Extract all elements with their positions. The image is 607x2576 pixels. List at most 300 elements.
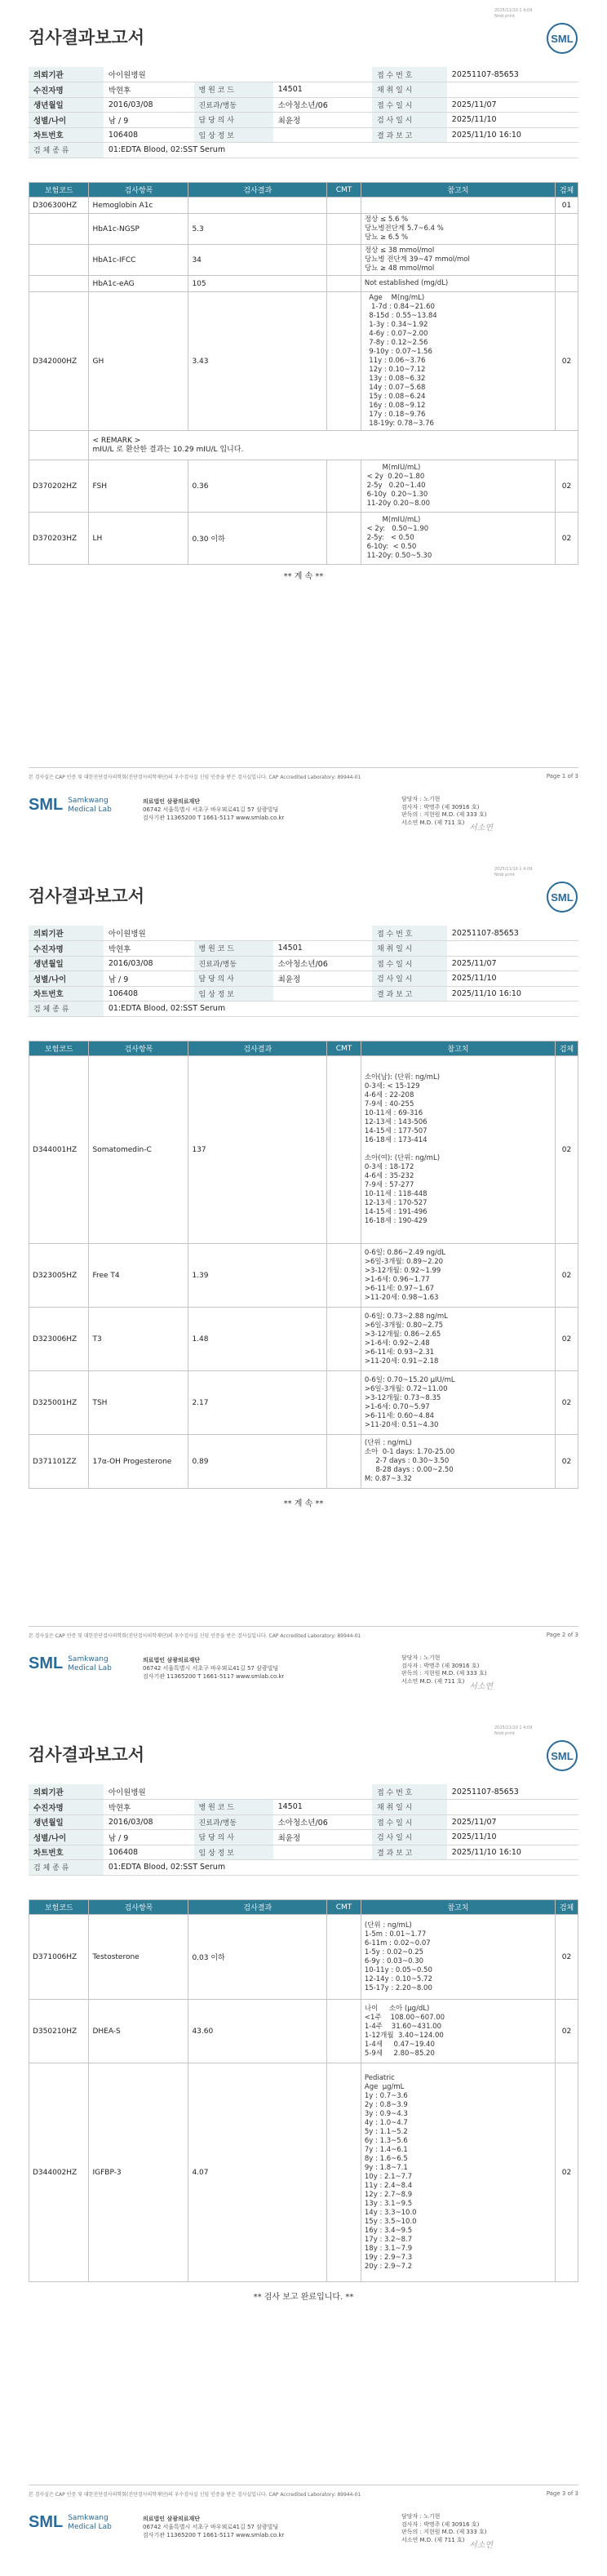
cmt-cell: [327, 1244, 361, 1308]
reference-cell: [361, 513, 555, 565]
continue-text: ** 검사 보고 완료입니다. **: [253, 2293, 354, 2302]
item-cell: LH: [89, 513, 188, 565]
table-row: [29, 198, 578, 214]
cmt-cell: [327, 198, 361, 214]
doctor-label: 담 당 의 사: [194, 113, 273, 128]
report-date-label: 결 과 보 고: [372, 1845, 447, 1860]
hospital-code-label: 병 원 코 드: [194, 941, 273, 957]
cmt-cell: [327, 276, 361, 292]
page-number: Page 1 of 3: [546, 773, 578, 779]
doctor-value: 최윤정: [273, 113, 372, 128]
dept-value: 소아청소년/06: [273, 97, 372, 113]
remark-cell: < REMARK > mIU/L 로 환산한 결과는 10.29 mIU/L 입니다.: [89, 431, 578, 460]
clinical-label: 임 상 정 보: [194, 986, 273, 1002]
code-cell: [29, 214, 89, 245]
remark-spacer: [29, 431, 89, 460]
report-page: [0, 0, 607, 859]
institution-label: 의뢰기관: [29, 1784, 104, 1800]
results-table: [29, 1899, 578, 2282]
table-row: [29, 513, 578, 565]
specimen-cell: 02: [556, 1915, 578, 2000]
name-label: 수진자명: [29, 82, 104, 98]
reference-text: 0-6일: 0.70~15.20 μIU/mL >6일-3개월: 0.72~11.00 >3-12개월: 0.73~8.35 >1-6세: 0.70~5.97 >6-11세: 0.60~4.84 >11-20세: 0.51~4.30: [364, 1375, 455, 1429]
report-date-label: 결 과 보 고: [372, 127, 447, 143]
addr-line-1: 의료법인 삼광의료재단: [143, 798, 201, 805]
signer-1: 담당자 : 노기현: [401, 796, 441, 802]
print-note: Nrsb print: [494, 14, 515, 19]
table-row: [29, 214, 578, 245]
receipt-date-value: 2025/11/07: [447, 956, 578, 971]
hospital-code-value: 14501: [273, 1800, 372, 1815]
result-cell: 0.30 이하: [188, 513, 327, 565]
dob-label: 생년월일: [29, 1814, 104, 1830]
reference-cell: [361, 1371, 555, 1435]
code-cell: D342000HZ: [29, 292, 89, 431]
table-row: [29, 2000, 578, 2063]
reference-cell: [361, 1244, 555, 1308]
footer-logo: [29, 2513, 112, 2532]
doctor-value: 최윤정: [273, 971, 372, 987]
result-cell: 1.39: [188, 1244, 327, 1308]
item-cell: Hemoglobin A1c: [89, 198, 188, 214]
table-row: [29, 460, 578, 513]
reference-text: Not established (mg/dL): [364, 279, 449, 287]
result-cell: 105: [188, 276, 327, 292]
item-cell: Free T4: [89, 1244, 188, 1308]
code-cell: D323006HZ: [29, 1308, 89, 1371]
cmt-cell: [327, 1435, 361, 1489]
result-cell: 43.60: [188, 2000, 327, 2063]
specimen-label: 검 체 종 류: [29, 1860, 104, 1876]
sml-footer-logo-icon: SML: [29, 2513, 64, 2531]
reference-text: Pediatric Age μg/mL 1y : 0.7~3.6 2y : 0.8~3.9 3y : 0.9~4.3 4y : 1.0~4.7 5y : 1.1~5.2 6y : 1.3~5.6 7y : 1.4~6.1 8y : 1.6~6.5 9y : 1.8~7.1 10y : 2.1~7.7 11y : 2.4~8.4 12y : 2.7~8.9 13y : 3.1~9.5 14y : 3.3~10.0 15y : 3.5~10.0 16y : 3.4~9.5 17y : 3.2~8.7 18y : 3.1~7.9 19y : 2.9~7.3 20y : 2.9~7.2: [364, 2073, 417, 2271]
addr-line-1: 의료법인 삼광의료재단: [143, 1657, 201, 1663]
table-row: [29, 431, 578, 460]
dept-value: 소아청소년/06: [273, 1814, 372, 1830]
code-cell: D344002HZ: [29, 2063, 89, 2282]
report-date-value: 2025/11/10 16:10: [447, 986, 578, 1002]
footer-logo: [29, 1654, 112, 1673]
reference-text: Age M(ng/mL) 1-7d : 0.84~21.60 8-15d : 0.55~13.84 1-3y : 0.34~1.92 4-6y : 0.07~2.00 7-8y : 0.12~2.56 9-10y : 0.07~1.56 11y : 0.06~3.76 12y : 0.10~7.12 13y : 0.08~6.32 14y : 0.07~5.68 15y : 0.08~6.24 16y : 0.08~9.12 17y : 0.18~9.76 18-19y: 0.78~3.76: [369, 294, 437, 428]
cmt-cell: [327, 460, 361, 513]
clinical-label: 임 상 정 보: [194, 127, 273, 143]
collect-date-value: [447, 941, 578, 957]
code-cell: D371006HZ: [29, 1915, 89, 2000]
specimen-value: 01:EDTA Blood, 02:SST Serum: [104, 143, 578, 158]
collect-date-label: 채 취 일 시: [372, 82, 447, 98]
print-note: Nrsb print: [494, 873, 515, 877]
table-row: [29, 1308, 578, 1371]
footer-note: 본 검사실은 CAP 인증 및 대한진단검사의학회(진단검사의학재단)의 우수검사실 신임 인증을 받은 검사실입니다. CAP Accredited Laboratory: 89944-01: [29, 1633, 361, 1639]
sex-age-value: 남 / 9: [104, 113, 194, 128]
clinical-label: 임 상 정 보: [194, 1845, 273, 1860]
lab-name-2: Medical Lab: [68, 805, 112, 814]
report-page: [0, 1717, 607, 2576]
receipt-no-value: 20251107-85653: [447, 67, 578, 82]
code-cell: D350210HZ: [29, 2000, 89, 2063]
item-cell: Testosterone: [89, 1915, 188, 2000]
page-number: Page 2 of 3: [546, 1632, 578, 1638]
item-cell: DHEA-S: [89, 2000, 188, 2063]
footer-address: [143, 797, 284, 822]
reference-cell: [361, 198, 555, 214]
name-value: 박현후: [104, 1800, 194, 1815]
table-row: [29, 1244, 578, 1308]
continue-text: ** 계 속 **: [283, 1499, 324, 1508]
receipt-no-value: 20251107-85653: [447, 926, 578, 941]
table-row: [29, 245, 578, 276]
name-value: 박현후: [104, 941, 194, 957]
cmt-cell: [327, 1308, 361, 1371]
receipt-date-label: 접 수 일 시: [372, 97, 447, 113]
test-date-value: 2025/11/10: [447, 113, 578, 128]
hospital-code-value: 14501: [273, 941, 372, 957]
chart-no-value: 106408: [104, 1845, 194, 1860]
dept-label: 진료과/병동: [194, 1814, 273, 1830]
signer-2: 검사자 : 박명주 (제 30916 호): [401, 1662, 480, 1669]
dept-label: 진료과/병동: [194, 956, 273, 971]
hospital-code-label: 병 원 코 드: [194, 82, 273, 98]
receipt-date-value: 2025/11/07: [447, 1814, 578, 1830]
lab-name: [68, 1655, 112, 1673]
specimen-value: 01:EDTA Blood, 02:SST Serum: [104, 1002, 578, 1017]
institution-value: 아이원병원: [104, 926, 372, 941]
sml-logo-icon: SML: [547, 1740, 578, 1771]
code-cell: D370203HZ: [29, 513, 89, 565]
header-result: 검사결과: [188, 1042, 327, 1056]
specimen-cell: [556, 214, 578, 245]
result-cell: 2.17: [188, 1371, 327, 1435]
specimen-cell: [556, 245, 578, 276]
lab-name-2: Medical Lab: [68, 1663, 112, 1672]
cmt-cell: [327, 1056, 361, 1244]
header-cmt: CMT: [327, 1042, 361, 1056]
footer-note: 본 검사실은 CAP 인증 및 대한진단검사의학회(진단검사의학재단)의 우수검사실 신임 인증을 받은 검사실입니다. CAP Accredited Laboratory: 89944-01: [29, 775, 361, 780]
footer-note: 본 검사실은 CAP 인증 및 대한진단검사의학회(진단검사의학재단)의 우수검사실 신임 인증을 받은 검사실입니다. CAP Accredited Laboratory: 89944-01: [29, 2492, 361, 2498]
specimen-cell: 02: [556, 513, 578, 565]
code-cell: D323005HZ: [29, 1244, 89, 1308]
dept-label: 진료과/병동: [194, 97, 273, 113]
clinical-value: [273, 986, 372, 1002]
reference-cell: [361, 292, 555, 431]
sex-age-label: 성별/나이: [29, 113, 104, 128]
header-code: 보험코드: [29, 183, 89, 198]
sml-logo-icon: SML: [547, 882, 578, 913]
result-cell: 34: [188, 245, 327, 276]
institution-value: 아이원병원: [104, 1784, 372, 1800]
results-table: [29, 1041, 578, 1489]
specimen-label: 검 체 종 류: [29, 143, 104, 158]
reference-text: (단위 : ng/mL) 소아 0-1 days: 1.70-25.00 2-7 days : 0.30~3.50 8-28 days : 0.00~2.50 M: 0.87~3.32: [364, 1439, 455, 1483]
result-cell: 1.48: [188, 1308, 327, 1371]
addr-line-3: 검사기관 11365200 T 1661-5117 www.smlab.co.kr: [143, 1673, 285, 1680]
lab-name-2: Medical Lab: [68, 2522, 112, 2531]
code-cell: D370202HZ: [29, 460, 89, 513]
reference-cell: [361, 2000, 555, 2063]
sex-age-value: 남 / 9: [104, 1830, 194, 1845]
report-title: 검사결과보고서: [29, 1745, 145, 1765]
reference-cell: [361, 1915, 555, 2000]
header-reference: 참고치: [361, 1042, 555, 1056]
print-note: Nrsb print: [494, 1731, 515, 1736]
continue-wrap: [29, 564, 578, 581]
item-cell: 17α-OH Progesterone: [89, 1435, 188, 1489]
header-code: 보험코드: [29, 1900, 89, 1915]
signature-mark: 서소연: [469, 1682, 493, 1691]
chart-no-value: 106408: [104, 127, 194, 143]
reference-text: 정상 ≤ 5.6 % 당뇨병전단계 5.7~6.4 % 당뇨 ≥ 6.5 %: [364, 215, 444, 242]
sml-footer-logo-icon: SML: [29, 1654, 64, 1672]
specimen-cell: 02: [556, 2063, 578, 2282]
dob-label: 생년월일: [29, 97, 104, 113]
specimen-cell: [556, 276, 578, 292]
print-meta: [494, 867, 532, 878]
code-cell: [29, 276, 89, 292]
cmt-cell: [327, 1371, 361, 1435]
reference-text: 0-6일: 0.73~2.88 ng/mL >6일-3개월: 0.80~2.75 >3-12개월: 0.86~2.65 >1-6세: 0.92~2.48 >6-11세: 0.93~2.31 >11-20세: 0.91~2.18: [364, 1312, 448, 1366]
cmt-cell: [327, 214, 361, 245]
signer-4: 서소연 M.D. (제 711 호): [401, 1677, 465, 1685]
header-specimen: 검체: [556, 183, 578, 198]
print-meta: [494, 8, 532, 20]
table-row: [29, 1056, 578, 1244]
addr-line-2: 06742 서울특별시 서초구 바우뫼로41길 57 삼광빌딩: [143, 1665, 279, 1672]
header-reference: 참고치: [361, 183, 555, 198]
item-cell: HbA1c-NGSP: [89, 214, 188, 245]
result-cell: 0.03 이하: [188, 1915, 327, 2000]
specimen-cell: 01: [556, 198, 578, 214]
report-date-value: 2025/11/10 16:10: [447, 127, 578, 143]
reference-cell: [361, 1056, 555, 1244]
report-date-label: 결 과 보 고: [372, 986, 447, 1002]
chart-no-label: 차트번호: [29, 127, 104, 143]
lab-name-1: Samkwang: [68, 1654, 109, 1663]
table-row: [29, 1915, 578, 2000]
code-cell: D344001HZ: [29, 1056, 89, 1244]
result-cell: 5.3: [188, 214, 327, 245]
name-label: 수진자명: [29, 1800, 104, 1815]
code-cell: D325001HZ: [29, 1371, 89, 1435]
reference-text: M(mIU/mL) < 2y 0.20~1.80 2-5y 0.20~1.40 6-10y 0.20~1.30 11-20y 0.20~8.00: [366, 464, 430, 508]
dept-value: 소아청소년/06: [273, 956, 372, 971]
specimen-cell: 02: [556, 1056, 578, 1244]
dob-value: 2016/03/08: [104, 1814, 194, 1830]
sex-age-value: 남 / 9: [104, 971, 194, 987]
header-reference: 참고치: [361, 1900, 555, 1915]
specimen-cell: 02: [556, 1244, 578, 1308]
signer-2: 검사자 : 박명주 (제 30916 호): [401, 2520, 480, 2528]
header-item: 검사항목: [89, 183, 188, 198]
receipt-date-label: 접 수 일 시: [372, 956, 447, 971]
table-row: [29, 292, 578, 431]
signer-4: 서소연 M.D. (제 711 호): [401, 819, 465, 826]
print-time: 2025/11/10 1 4:09: [494, 867, 533, 872]
reference-cell: [361, 1435, 555, 1489]
name-value: 박현후: [104, 82, 194, 98]
footer-divider: [29, 767, 578, 768]
footer-logo: [29, 796, 112, 815]
receipt-date-value: 2025/11/07: [447, 97, 578, 113]
report-title: 검사결과보고서: [29, 28, 145, 47]
header-cmt: CMT: [327, 183, 361, 198]
results-table: [29, 182, 578, 565]
reference-cell: [361, 276, 555, 292]
cmt-cell: [327, 1915, 361, 2000]
header-result: 검사결과: [188, 1900, 327, 1915]
cmt-cell: [327, 245, 361, 276]
continue-wrap: [29, 1491, 578, 1508]
header-item: 검사항목: [89, 1042, 188, 1056]
header-specimen: 검체: [556, 1042, 578, 1056]
test-date-label: 검 사 일 시: [372, 113, 447, 128]
print-time: 2025/11/10 1 4:09: [494, 8, 533, 13]
specimen-cell: 02: [556, 292, 578, 431]
print-time: 2025/11/10 1 4:09: [494, 1725, 533, 1730]
cmt-cell: [327, 513, 361, 565]
footer-address: [143, 2515, 284, 2539]
code-cell: D306300HZ: [29, 198, 89, 214]
signer-4: 서소연 M.D. (제 711 호): [401, 2536, 465, 2543]
receipt-no-value: 20251107-85653: [447, 1784, 578, 1800]
addr-line-2: 06742 서울특별시 서초구 바우뫼로41길 57 삼광빌딩: [143, 2524, 279, 2530]
addr-line-3: 검사기관 11365200 T 1661-5117 www.smlab.co.kr: [143, 815, 285, 821]
collect-date-value: [447, 1800, 578, 1815]
header-item: 검사항목: [89, 1900, 188, 1915]
receipt-no-label: 접 수 번 호: [372, 926, 447, 941]
result-cell: 137: [188, 1056, 327, 1244]
cmt-cell: [327, 2000, 361, 2063]
reference-cell: [361, 1308, 555, 1371]
report-date-value: 2025/11/10 16:10: [447, 1845, 578, 1860]
test-date-label: 검 사 일 시: [372, 971, 447, 987]
item-cell: FSH: [89, 460, 188, 513]
hospital-code-label: 병 원 코 드: [194, 1800, 273, 1815]
reference-cell: [361, 214, 555, 245]
specimen-cell: 02: [556, 460, 578, 513]
header-cmt: CMT: [327, 1900, 361, 1915]
code-cell: [29, 245, 89, 276]
continue-wrap: [29, 2285, 578, 2302]
lab-name: [68, 797, 112, 815]
signer-1: 담당자 : 노기현: [401, 1654, 441, 1661]
signer-3: 판독의 : 지현원 M.D. (제 333 호): [401, 811, 487, 818]
reference-cell: [361, 245, 555, 276]
dob-value: 2016/03/08: [104, 956, 194, 971]
reference-cell: [361, 460, 555, 513]
table-row: [29, 276, 578, 292]
chart-no-label: 차트번호: [29, 1845, 104, 1860]
signer-3: 판독의 : 지현원 M.D. (제 333 호): [401, 1670, 487, 1677]
receipt-date-label: 접 수 일 시: [372, 1814, 447, 1830]
doctor-label: 담 당 의 사: [194, 971, 273, 987]
patient-info-table: [29, 926, 578, 1017]
collect-date-label: 채 취 일 시: [372, 1800, 447, 1815]
item-cell: T3: [89, 1308, 188, 1371]
reference-text: (단위 : ng/mL) 1-5m : 0.01~1.77 6-11m : 0.02~0.07 1-5y : 0.02~0.25 6-9y : 0.03~0.30 10-11y : 0.05~0.50 12-14y : 0.10~5.72 15-17y : 2.20~8.00: [364, 1921, 432, 1992]
chart-no-label: 차트번호: [29, 986, 104, 1002]
item-cell: Somatomedin-C: [89, 1056, 188, 1244]
reference-text: 0-6일: 0.86~2.49 ng/dL >6일-3개월: 0.89~2.20 >3-12개월: 0.92~1.99 >1-6세: 0.96~1.77 >6-11세: 0.97~1.67 >11-20세: 0.98~1.63: [364, 1248, 446, 1302]
collect-date-value: [447, 82, 578, 98]
header-code: 보험코드: [29, 1042, 89, 1056]
item-cell: HbA1c-IFCC: [89, 245, 188, 276]
patient-info-table: [29, 67, 578, 158]
item-cell: GH: [89, 292, 188, 431]
specimen-cell: 02: [556, 1308, 578, 1371]
specimen-cell: 02: [556, 1371, 578, 1435]
clinical-value: [273, 1845, 372, 1860]
sml-footer-logo-icon: SML: [29, 796, 64, 814]
sex-age-label: 성별/나이: [29, 971, 104, 987]
institution-label: 의뢰기관: [29, 67, 104, 82]
footer-divider: [29, 1626, 578, 1627]
clinical-value: [273, 127, 372, 143]
sex-age-label: 성별/나이: [29, 1830, 104, 1845]
receipt-no-label: 접 수 번 호: [372, 67, 447, 82]
item-cell: TSH: [89, 1371, 188, 1435]
cmt-cell: [327, 292, 361, 431]
institution-label: 의뢰기관: [29, 926, 104, 941]
lab-name-1: Samkwang: [68, 2513, 109, 2522]
chart-no-value: 106408: [104, 986, 194, 1002]
code-cell: D371101ZZ: [29, 1435, 89, 1489]
table-row: [29, 2063, 578, 2282]
result-cell: [188, 198, 327, 214]
addr-line-1: 의료법인 삼광의료재단: [143, 2516, 201, 2522]
specimen-label: 검 체 종 류: [29, 1002, 104, 1017]
header-result: 검사결과: [188, 183, 327, 198]
footer-address: [143, 1656, 284, 1681]
dob-value: 2016/03/08: [104, 97, 194, 113]
hospital-code-value: 14501: [273, 82, 372, 98]
institution-value: 아이원병원: [104, 67, 372, 82]
reference-text: 정상 ≤ 38 mmol/mol 당뇨병 전단계 39~47 mmol/mol 당뇨 ≥ 48 mmol/mol: [364, 246, 470, 273]
reference-text: M(mIU/mL) < 2y: 0.50~1.90 2-5y: < 0.50 6-10y: < 0.50 11-20y: 0.50~5.30: [366, 516, 432, 560]
signature-mark: 서소연: [469, 2541, 493, 2550]
report-title: 검사결과보고서: [29, 886, 145, 906]
header-specimen: 검체: [556, 1900, 578, 1915]
page-number: Page 3 of 3: [546, 2490, 578, 2497]
reference-cell: [361, 2063, 555, 2282]
name-label: 수진자명: [29, 941, 104, 957]
report-page: [0, 859, 607, 1717]
table-row: [29, 1435, 578, 1489]
addr-line-2: 06742 서울특별시 서초구 바우뫼로41길 57 삼광빌딩: [143, 806, 279, 813]
item-cell: IGFBP-3: [89, 2063, 188, 2282]
doctor-value: 최윤정: [273, 1830, 372, 1845]
specimen-cell: 02: [556, 2000, 578, 2063]
doctor-label: 담 당 의 사: [194, 1830, 273, 1845]
test-date-value: 2025/11/10: [447, 1830, 578, 1845]
table-row: [29, 1371, 578, 1435]
dob-label: 생년월일: [29, 956, 104, 971]
result-cell: 0.36: [188, 460, 327, 513]
result-cell: 3.43: [188, 292, 327, 431]
sml-logo-icon: SML: [547, 23, 578, 54]
signer-3: 판독의 : 지현원 M.D. (제 333 호): [401, 2529, 487, 2535]
signer-1: 담당자 : 노기현: [401, 2513, 441, 2520]
test-date-value: 2025/11/10: [447, 971, 578, 987]
test-date-label: 검 사 일 시: [372, 1830, 447, 1845]
receipt-no-label: 접 수 번 호: [372, 1784, 447, 1800]
reference-text: 나이 소아 (μg/dL) <1주 108.00~607.00 1-4주 31.60~431.00 1-12개월 3.40~124.00 1-4세 0.47~19.40 5-9세 2.80~85.20: [364, 2004, 445, 2058]
specimen-cell: 02: [556, 1435, 578, 1489]
lab-name-1: Samkwang: [68, 796, 109, 805]
collect-date-label: 채 취 일 시: [372, 941, 447, 957]
result-cell: 4.07: [188, 2063, 327, 2282]
patient-info-table: [29, 1784, 578, 1876]
lab-name: [68, 2514, 112, 2532]
